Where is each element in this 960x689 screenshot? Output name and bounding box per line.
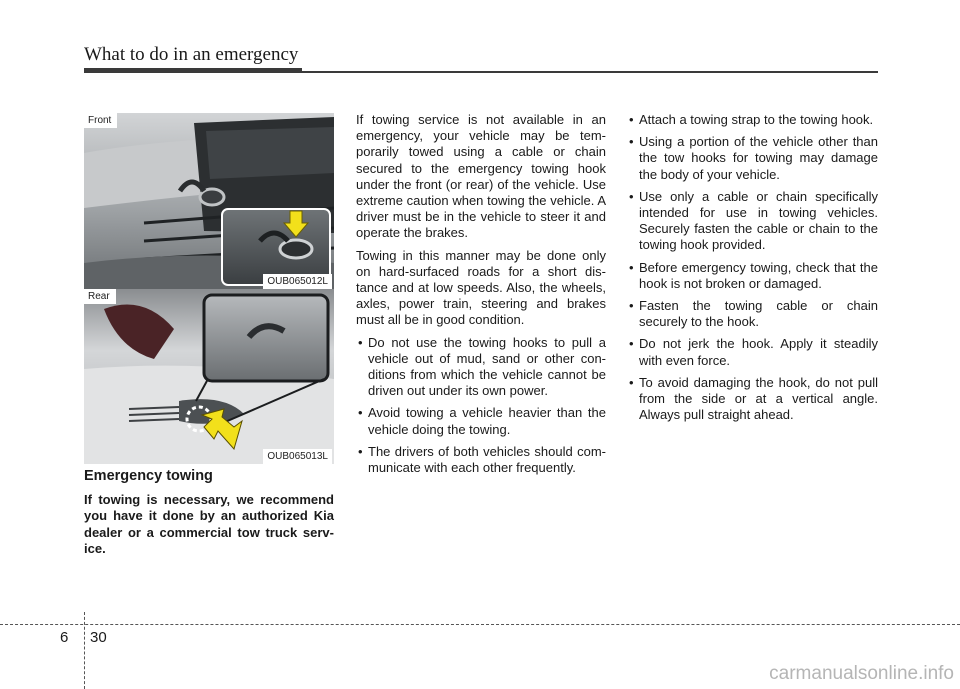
list-item: • To avoid damaging the hook, do not pull from the side or at a vertical angle. Always pull straight ahead. <box>627 375 878 424</box>
footer-divider <box>0 624 960 625</box>
chapter-number: 6 <box>60 629 69 646</box>
list-item: • Using a portion of the vehicle other than the tow hooks for towing may damage the body of your vehicle. <box>627 134 878 183</box>
footer-vertical-divider <box>84 612 85 689</box>
rear-tow-hook-photo <box>84 289 334 464</box>
section-heading: Emergency towing <box>84 468 213 484</box>
front-figure-code: OUB065012L <box>263 274 332 289</box>
body-paragraph: Towing in this manner may be done only on hard-surfaced roads for a short dis-tance and at low speeds. Also, the wheels, axles, power train, steering and brakes must all be in good condition. <box>356 247 606 328</box>
list-item: • Attach a towing strap to the towing hook. <box>627 112 878 128</box>
page-number: 30 <box>90 629 107 646</box>
list-item: • Do not use the towing hooks to pull a vehicle out of mud, sand or other con-ditions from which the vehicle cannot be driven out under its own power. <box>356 335 606 400</box>
watermark: carmanualsonline.info <box>769 663 954 684</box>
right-bullet-list <box>627 112 878 423</box>
section-intro: If towing is necessary, we recommend you have it done by an authorized Kia dealer or a commercial tow truck serv-ice. <box>84 492 334 556</box>
list-item: • Fasten the towing cable or chain securely to the hook. <box>627 298 878 330</box>
middle-bullet-list <box>356 335 606 477</box>
list-item: • The drivers of both vehicles should com-municate with each other frequently. <box>356 444 606 476</box>
body-paragraph: If towing service is not available in an emergency, your vehicle may be tem-porarily towed using a cable or chain secured to the emergency towing hook under the front (or rear) of the vehicle. Use extreme caution when towing the vehicle. A driver must be in the vehicle to steer it and operate the brakes. <box>356 112 606 241</box>
middle-text-column <box>356 112 606 482</box>
front-figure-label: Front <box>84 113 117 128</box>
page-header-title: What to do in an emergency <box>84 44 299 65</box>
right-text-column <box>627 112 878 429</box>
list-item: • Use only a cable or chain specifically intended for use in towing vehicles. Securely fasten the cable or chain to the towing hook provided. <box>627 189 878 254</box>
left-text-column <box>84 468 334 563</box>
rear-figure-label: Rear <box>84 289 116 304</box>
list-item: • Do not jerk the hook. Apply it steadily with even force. <box>627 336 878 368</box>
front-tow-hook-illustration <box>84 113 334 289</box>
rear-figure-code: OUB065013L <box>263 449 332 464</box>
list-item: • Avoid towing a vehicle heavier than the vehicle doing the towing. <box>356 405 606 437</box>
rear-tow-hook-illustration <box>84 289 334 464</box>
header-rule <box>84 71 878 73</box>
front-tow-hook-photo <box>84 113 334 289</box>
list-item: • Before emergency towing, check that the hook is not broken or damaged. <box>627 260 878 292</box>
